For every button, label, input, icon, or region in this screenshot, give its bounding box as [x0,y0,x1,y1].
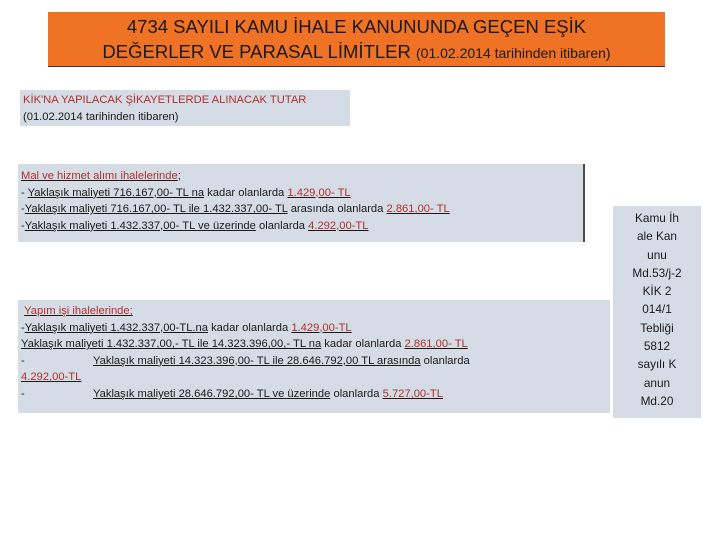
fee-amount: 4.292,00-TL [21,371,82,384]
construction-heading-text: Yapım işi ihalelerinde; [24,305,133,317]
fee-amount: 5.727,00-TL [382,387,443,400]
construction-row: Yaklaşık maliyeti 1.432.337,00,- TL ile 14.323.396,00,- TL na kadar olanlarda 2.861,00- TL [21,338,468,351]
construction-heading [21,303,610,320]
goods-services-heading: Mal ve hizmet alımı ihalelerinde; [21,170,181,182]
goods-services-row: -Yaklaşık maliyeti 716.167,00- TL ile 1.432.337,00- TL arasında olanlarda 2.861,00- TL [21,203,450,216]
fee-amount: 2.861,00- TL [404,338,468,351]
construction-row-continued [21,369,610,386]
page-title-line2 [48,39,665,66]
page-title-main: DEĞERLER VE PARASAL LİMİTLER [102,41,411,62]
legal-reference-line: Kamu İh [635,211,679,225]
fee-amount: 1.429,00- TL [287,186,351,199]
kik-box-heading: KİK'NA YAPILACAK ŞİKAYETLERDE ALINACAK TUTAR [23,94,307,106]
legal-reference-line: KİK 2 [642,284,672,299]
legal-reference-line: 5812 [643,339,671,354]
goods-services-row: -Yaklaşık maliyeti 1.432.337,00- TL ve üzerinde olanlarda 4.292,00-TL [21,219,369,232]
goods-services-box [18,164,585,242]
fee-amount: 4.292,00-TL [308,219,369,232]
goods-services-row: - Yaklaşık maliyeti 716.167,00- TL na kadar olanlarda 1.429,00- TL [21,186,351,199]
construction-row: - Yaklaşık maliyeti 28.646.792,00- TL ve üzerinde olanlarda 5.727,00-TL [21,387,443,400]
goods-services-heading-text: Mal ve hizmet alımı ihalelerinde [21,170,178,182]
legal-reference-line: anun [643,375,671,390]
fee-amount: 2.861,00- TL [386,203,450,216]
page-title-line1: 4734 SAYILI KAMU İHALE KANUNUNDA GEÇEN EŞİK [126,16,587,37]
legal-reference-line: sayılı K [637,357,677,372]
legal-reference-line: 014/1 [642,302,672,317]
construction-works-box [18,300,610,413]
legal-reference-line: unu [647,247,667,262]
legal-reference-line: Md.20 [640,393,674,408]
legal-reference-line: ale Kan [636,229,677,244]
legal-reference-box [613,206,701,418]
construction-row: -Yaklaşık maliyeti 1.432.337,00-TL.na kadar olanlarda 1.429,00-TL [21,321,352,334]
kik-box-subheading: (01.02.2014 tarihinden itibaren) [23,110,179,123]
construction-row: - Yaklaşık maliyeti 14.323.396,00- TL ile 28.646.792,00 TL arasında olanlarda [21,354,470,367]
page-title-date: (01.02.2014 tarihinden itibaren) [416,45,611,61]
legal-reference-line: Tebliği [640,320,674,335]
fee-amount: 1.429,00-TL [291,321,352,334]
legal-reference-line: Md.53/j-2 [632,265,682,280]
kik-complaint-fee-box [20,90,350,126]
page-title-banner [48,12,665,67]
